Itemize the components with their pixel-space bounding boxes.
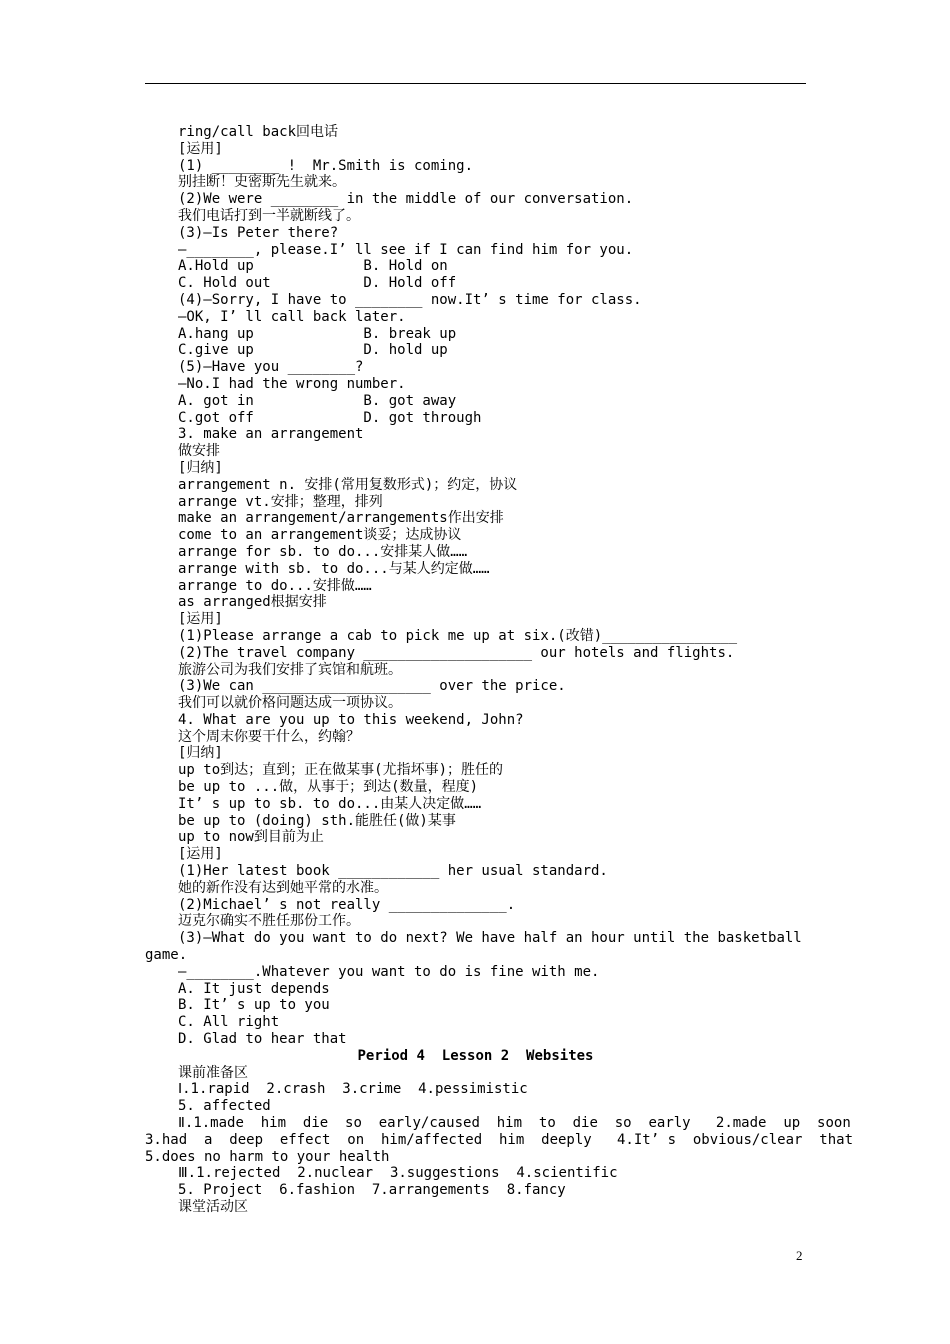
document-body: [145, 124, 854, 1216]
text-line: [归纳]: [178, 745, 223, 762]
text-line: (5)—Have you ________?: [178, 359, 364, 376]
text-line: up to到达；直到；正在做某事(尤指坏事)；胜任的: [178, 762, 503, 779]
text-line: C.give up D. hold up: [178, 342, 448, 359]
text-line: 5.does no harm to your health: [145, 1148, 390, 1165]
text-line: as arranged根据安排: [178, 594, 327, 611]
text-line: —________, please.I’ ll see if I can find him for you.: [178, 241, 634, 258]
text-line: 迈克尔确实不胜任那份工作。: [178, 913, 360, 930]
text-line: (3)—What do you want to do next? We have half an hour until the basketball: [178, 930, 802, 947]
text-line: —________.Whatever you want to do is fine with me.: [178, 963, 600, 980]
text-line: ring/call back回电话: [178, 124, 339, 140]
text-line: up to now到目前为止: [178, 829, 324, 846]
text-line: Ⅱ.1.made him die so early/caused him to die so early 2.made up soon: [178, 1115, 851, 1132]
text-line: A. got in B. got away: [178, 392, 457, 409]
text-line: Ⅰ.1.rapid 2.crash 3.crime 4.pessimistic: [178, 1081, 528, 1098]
text-line: (4)—Sorry, I have to ________ now.It’ s time for class.: [178, 291, 642, 308]
text-line: (2)Michael’ s not really ______________.: [178, 896, 516, 913]
text-line: —OK, I’ ll call back later.: [178, 308, 406, 325]
text-line: (1) ________ ! Mr.Smith is coming.: [178, 157, 474, 174]
text-line: D. Glad to hear that: [178, 1031, 347, 1048]
text-line: 5. Project 6.fashion 7.arrangements 8.fancy: [178, 1182, 566, 1199]
text-line: (1)Please arrange a cab to pick me up at six.(改错)________________: [178, 627, 738, 644]
text-line: 5. affected: [178, 1098, 271, 1115]
text-line: (2)The travel company ____________________ our hotels and flights.: [178, 644, 735, 661]
text-line: 旅游公司为我们安排了宾馆和航班。: [178, 661, 402, 678]
text-line: [运用]: [178, 846, 223, 863]
text-line: make an arrangement/arrangements作出安排: [178, 510, 504, 527]
text-line: B. It’ s up to you: [178, 997, 330, 1014]
text-line: (1)Her latest book ____________ her usual standard.: [178, 863, 608, 880]
text-line: 她的新作没有达到她平常的水准。: [178, 879, 388, 896]
text-line: 3.had a deep effect on him/affected him deeply 4.It’ s obvious/clear that: [145, 1131, 854, 1148]
text-line: Ⅲ.1.rejected 2.nuclear 3.suggestions 4.scientific: [178, 1165, 618, 1182]
text-line: [运用]: [178, 611, 223, 628]
text-line: arrangement n. 安排(常用复数形式)；约定，协议: [178, 476, 518, 493]
text-line: [归纳]: [178, 459, 223, 476]
text-line: arrange vt.安排；整理，排列: [178, 493, 383, 510]
text-line: A.hang up B. break up: [178, 325, 457, 342]
text-line: (3)We can ____________________ over the price.: [178, 678, 566, 695]
page-number: 2: [796, 1248, 803, 1263]
text-line: C. Hold out D. Hold off: [178, 275, 457, 292]
text-line: It’ s up to sb. to do...由某人决定做……: [178, 795, 482, 812]
text-line: C.got off D. got through: [178, 409, 482, 426]
text-line: (2)We were ________ in the middle of our conversation.: [178, 191, 634, 208]
text-line: [运用]: [178, 140, 223, 157]
text-line: 别挂断！史密斯先生就来。: [178, 174, 346, 191]
text-line: 我们可以就价格问题达成一项协议。: [178, 695, 402, 712]
text-line: —No.I had the wrong number.: [178, 375, 406, 392]
text-line: 课前准备区: [178, 1064, 248, 1081]
text-line: arrange with sb. to do...与某人约定做……: [178, 560, 490, 577]
text-line: be up to ...做，从事于；到达(数量，程度): [178, 779, 479, 796]
text-line: arrange for sb. to do...安排某人做……: [178, 543, 468, 560]
text-line: 3. make an arrangement: [178, 426, 364, 443]
text-line: A.Hold up B. Hold on: [178, 258, 448, 275]
text-line: 做安排: [178, 443, 220, 460]
text-line: 课堂活动区: [178, 1199, 248, 1215]
text-line: 我们电话打到一半就断线了。: [178, 207, 360, 224]
text-line: 这个周末你要干什么，约翰？: [178, 728, 360, 745]
text-line: 4. What are you up to this weekend, John?: [178, 711, 524, 728]
text-line: C. All right: [178, 1014, 280, 1031]
text-line: (3)—Is Peter there?: [178, 224, 339, 241]
text-line: arrange to do...安排做……: [178, 577, 372, 594]
section-title: Period 4 Lesson 2 Websites: [357, 1047, 594, 1064]
header-rule: [145, 83, 806, 84]
text-line: come to an arrangement谈妥；达成协议: [178, 527, 462, 544]
text-line: be up to (doing) sth.能胜任(做)某事: [178, 812, 456, 829]
text-line: A. It just depends: [178, 980, 330, 997]
text-line: game.: [145, 947, 188, 964]
